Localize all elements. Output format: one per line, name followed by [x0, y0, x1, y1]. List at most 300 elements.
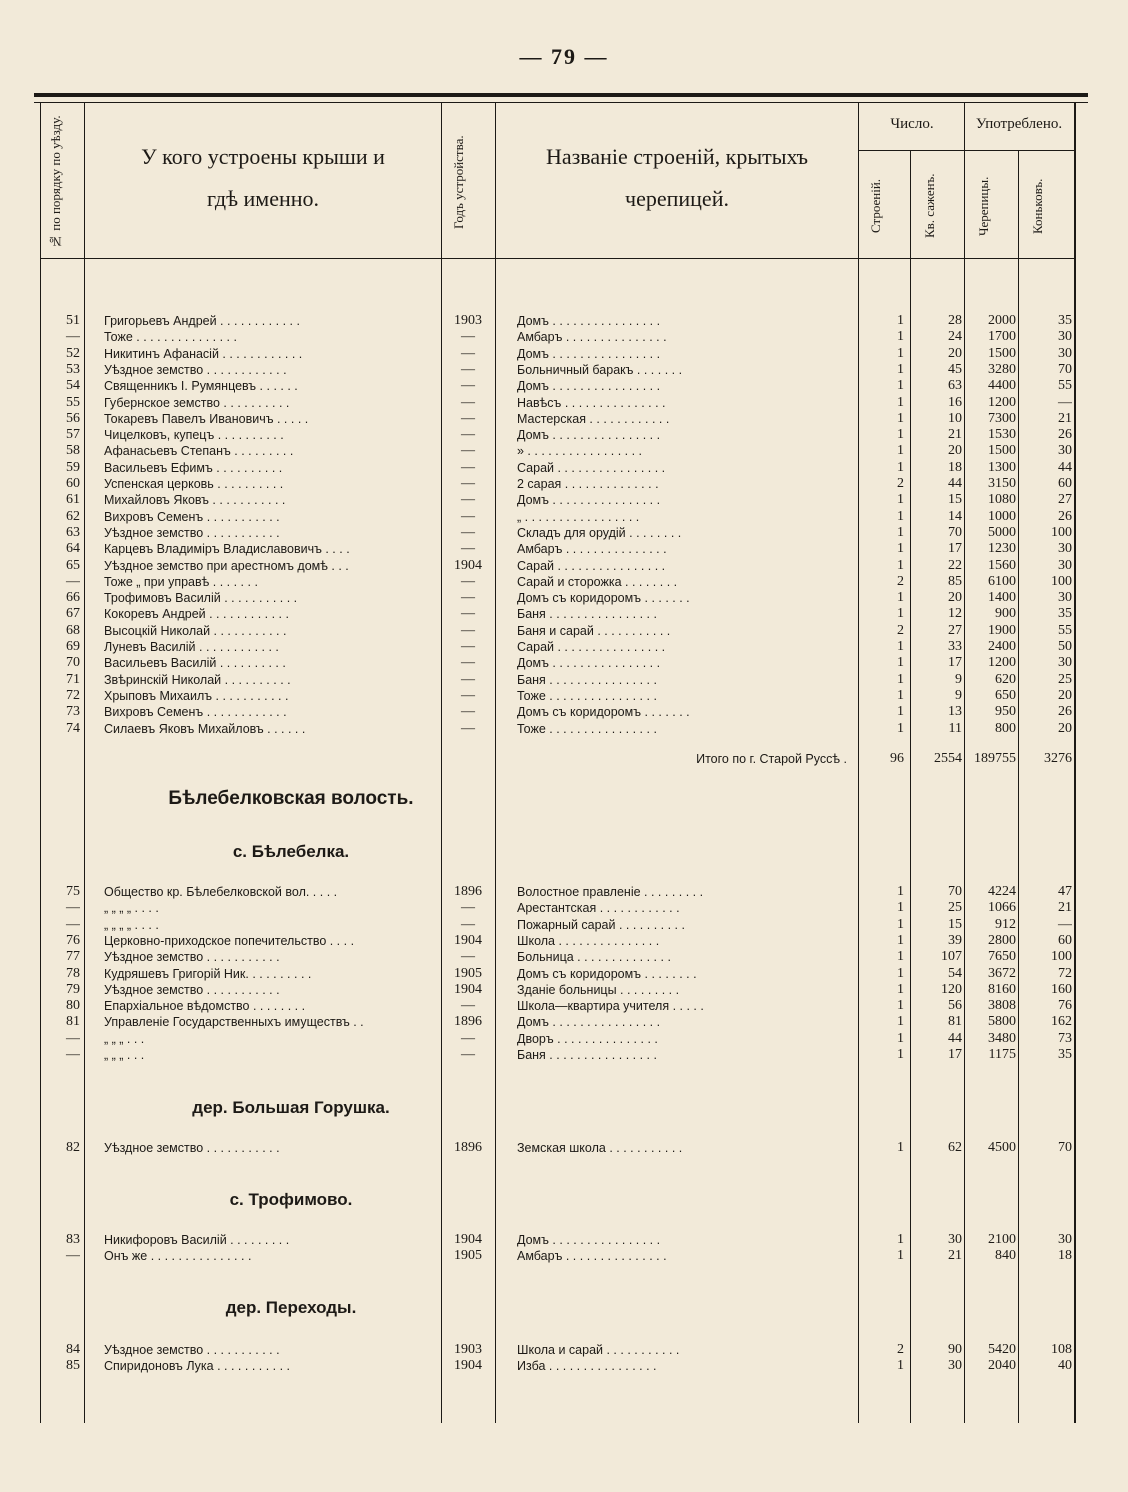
row-year: —: [461, 459, 475, 475]
row-building-name: Складъ для орудій . . . . . . . .: [517, 525, 682, 540]
table-row: [0, 1031, 1128, 1047]
table-row: [0, 362, 1128, 378]
row-ridges: 50: [1058, 639, 1072, 654]
row-tiles: 1560: [988, 557, 1016, 573]
row-tiles: 3808: [988, 998, 1016, 1014]
row-owner: Успенская церковь . . . . . . . . . .: [104, 477, 284, 491]
row-owner: Спиридоновъ Лука . . . . . . . . . . .: [104, 1359, 291, 1374]
header-name-line1: Названіе строеній, крытыхъ: [545, 144, 809, 169]
row-year: —: [461, 949, 475, 965]
row-number: 82: [66, 1140, 80, 1155]
row-number: 51: [66, 313, 80, 328]
row-year: 1896: [454, 884, 482, 899]
table-row: [0, 623, 1128, 639]
row-sq: 90: [948, 1342, 962, 1357]
row-owner: Общество кр. Бѣлебелковской вол. . . . .: [104, 885, 338, 899]
row-buildings: 1: [897, 916, 904, 932]
row-buildings: 1: [897, 427, 904, 443]
row-number: —: [66, 916, 80, 932]
header-ridges: Коньковъ.: [1030, 178, 1045, 234]
row-sq: 17: [948, 1047, 962, 1062]
row-sq: 15: [948, 916, 962, 932]
row-building-name: Баня . . . . . . . . . . . . . . . .: [517, 1048, 657, 1062]
row-sq: 11: [948, 720, 962, 736]
table-row: [0, 1248, 1128, 1264]
row-sq: 21: [948, 427, 962, 443]
row-buildings: 1: [897, 932, 904, 948]
row-owner: Вихровъ Семенъ . . . . . . . . . . .: [104, 509, 280, 524]
row-sq: 30: [948, 1358, 962, 1374]
row-tiles: 1500: [988, 345, 1016, 361]
row-year: —: [461, 622, 475, 638]
row-buildings: 2: [897, 573, 904, 589]
row-tiles: 5000: [988, 524, 1016, 540]
row-building-name: Домъ . . . . . . . . . . . . . . . .: [517, 314, 661, 328]
row-ridges: 70: [1058, 1140, 1072, 1155]
row-owner: Уѣздное земство при арестномъ домѣ . . .: [104, 558, 349, 573]
row-building-name: Домъ съ коридоромъ . . . . . . . .: [517, 966, 697, 981]
row-sq: 85: [948, 573, 962, 589]
row-buildings: 1: [897, 394, 904, 410]
row-buildings: 1: [897, 900, 904, 916]
table-row: [0, 509, 1128, 525]
table-row: [0, 1232, 1128, 1248]
row-year: 1904: [454, 557, 482, 573]
row-building-name: Домъ . . . . . . . . . . . . . . . .: [517, 656, 661, 671]
row-tiles: 950: [995, 704, 1016, 720]
row-buildings: 1: [897, 508, 904, 524]
row-year: —: [461, 361, 475, 377]
table-row: [0, 949, 1128, 965]
row-ridges: —: [1058, 916, 1072, 932]
table-row: [0, 966, 1128, 982]
row-ridges: 26: [1058, 704, 1072, 720]
row-owner: Григорьевъ Андрей . . . . . . . . . . . .: [104, 314, 300, 328]
row-ridges: 30: [1058, 345, 1072, 361]
row-buildings: 1: [897, 655, 904, 671]
row-owner: Кокоревъ Андрей . . . . . . . . . . . .: [104, 607, 289, 622]
row-year: —: [461, 378, 475, 394]
row-building-name: Школа—квартира учителя . . . . .: [517, 999, 704, 1014]
row-owner: Уѣздное земство . . . . . . . . . . .: [104, 982, 280, 997]
row-buildings: 1: [897, 541, 904, 557]
row-year: —: [461, 329, 475, 345]
row-year: —: [461, 345, 475, 361]
row-building-name: Домъ . . . . . . . . . . . . . . . .: [517, 428, 661, 443]
row-number: 63: [66, 524, 80, 540]
row-number: 73: [66, 704, 80, 720]
row-sq: 12: [948, 606, 962, 622]
row-buildings: 1: [897, 704, 904, 720]
row-owner: Уѣздное земство . . . . . . . . . . .: [104, 950, 280, 965]
row-number: 58: [66, 443, 80, 459]
row-building-name: Баня . . . . . . . . . . . . . . . .: [517, 672, 657, 687]
village-heading: дер. Переходы.: [225, 1298, 357, 1317]
total-label: Итого по г. Старой Руссѣ .: [696, 752, 847, 766]
table-row: [0, 900, 1128, 916]
row-tiles: 800: [995, 720, 1016, 736]
row-number: —: [66, 1248, 80, 1264]
row-number: 76: [66, 932, 80, 948]
row-ridges: 55: [1058, 378, 1072, 394]
row-owner: „ „ „ . . .: [104, 1031, 145, 1046]
row-building-name: Пожарный сарай . . . . . . . . . .: [517, 917, 685, 932]
top-rule: [34, 93, 1088, 97]
table-row: [0, 558, 1128, 574]
row-year: 1904: [454, 1358, 482, 1374]
page-number: — 79 —: [519, 44, 609, 69]
row-buildings: 1: [897, 639, 904, 654]
row-ridges: 30: [1058, 329, 1072, 345]
row-owner: Губернское земство . . . . . . . . . .: [104, 395, 290, 410]
row-number: 55: [66, 394, 80, 410]
table-row: [0, 1342, 1128, 1358]
row-ridges: 100: [1051, 949, 1072, 965]
row-year: —: [461, 476, 475, 491]
row-number: —: [66, 1030, 80, 1046]
row-sq: 30: [948, 1232, 962, 1247]
table-row: [0, 704, 1128, 720]
row-sq: 62: [948, 1140, 962, 1155]
row-number: 77: [66, 949, 80, 965]
row-ridges: 47: [1058, 884, 1072, 899]
row-tiles: 1530: [988, 427, 1016, 443]
row-sq: 54: [948, 965, 962, 981]
row-owner: Тоже . . . . . . . . . . . . . . .: [104, 330, 237, 345]
row-year: —: [461, 443, 475, 459]
row-sq: 18: [948, 459, 962, 475]
table-row: [0, 492, 1128, 508]
row-year: —: [461, 655, 475, 671]
row-year: —: [461, 900, 475, 916]
row-ridges: 73: [1058, 1030, 1072, 1046]
row-ridges: —: [1058, 394, 1072, 410]
row-building-name: 2 сарая . . . . . . . . . . . . . .: [517, 477, 659, 491]
row-building-name: Больница . . . . . . . . . . . . . .: [517, 950, 671, 965]
row-tiles: 5800: [988, 1014, 1016, 1030]
row-year: —: [461, 720, 475, 736]
row-tiles: 1066: [988, 900, 1016, 916]
row-number: 62: [66, 508, 80, 524]
row-ridges: 40: [1058, 1358, 1072, 1374]
row-ridges: 21: [1058, 900, 1072, 916]
row-tiles: 1000: [988, 508, 1016, 524]
table-row: [0, 443, 1128, 459]
row-year: 1904: [454, 1232, 482, 1247]
row-sq: 24: [948, 329, 962, 345]
row-number: 61: [66, 492, 80, 508]
row-ridges: 55: [1058, 622, 1072, 638]
row-year: —: [461, 704, 475, 720]
row-buildings: 1: [897, 1232, 904, 1247]
row-buildings: 1: [897, 981, 904, 997]
row-building-name: Домъ . . . . . . . . . . . . . . . .: [517, 346, 661, 361]
row-number: 56: [66, 410, 80, 426]
row-number: 75: [66, 884, 80, 899]
row-ridges: 35: [1058, 1047, 1072, 1062]
header-sq-sazhen: Кв. саженъ.: [922, 173, 937, 239]
row-tiles: 1700: [988, 329, 1016, 345]
row-year: —: [461, 427, 475, 443]
row-buildings: 1: [897, 443, 904, 459]
row-year: —: [461, 394, 475, 410]
row-year: —: [461, 1030, 475, 1046]
row-owner: Карцевъ Владиміръ Владиславовичъ . . . .: [104, 542, 350, 557]
header-owner-line2: гдѣ именно.: [206, 186, 320, 211]
row-number: 69: [66, 639, 80, 654]
table-row: [0, 1014, 1128, 1030]
row-building-name: Баня . . . . . . . . . . . . . . . .: [517, 607, 657, 622]
row-year: —: [461, 410, 475, 426]
row-tiles: 1175: [988, 1047, 1016, 1062]
row-building-name: Изба . . . . . . . . . . . . . . . .: [517, 1359, 657, 1374]
row-buildings: 1: [897, 459, 904, 475]
row-owner: Никитинъ Афанасій . . . . . . . . . . . .: [104, 346, 303, 361]
row-buildings: 1: [897, 949, 904, 965]
row-number: 78: [66, 965, 80, 981]
row-ridges: 30: [1058, 655, 1072, 671]
row-buildings: 1: [897, 1047, 904, 1062]
row-number: 65: [66, 557, 80, 573]
village-heading: с. Трофимово.: [229, 1190, 353, 1209]
row-sq: 15: [948, 492, 962, 508]
row-building-name: Домъ . . . . . . . . . . . . . . . .: [517, 1015, 661, 1030]
row-building-name: Больничный баракъ . . . . . . .: [517, 362, 683, 377]
row-number: 66: [66, 590, 80, 606]
table-row: [0, 460, 1128, 476]
table-row: [0, 346, 1128, 362]
row-owner: Силаевъ Яковъ Михайловъ . . . . . .: [104, 721, 306, 736]
row-tiles: 2040: [988, 1358, 1016, 1374]
row-tiles: 1200: [988, 655, 1016, 671]
table-row: [0, 1358, 1128, 1374]
row-tiles: 4500: [988, 1140, 1016, 1155]
row-building-name: „ . . . . . . . . . . . . . . . . .: [517, 509, 640, 524]
row-number: 54: [66, 378, 80, 394]
row-owner: Уѣздное земство . . . . . . . . . . .: [104, 1343, 280, 1357]
table-row: [0, 672, 1128, 688]
row-ridges: 60: [1058, 932, 1072, 948]
row-owner: Тоже „ при управѣ . . . . . . .: [104, 574, 258, 589]
row-sq: 9: [955, 687, 962, 703]
row-building-name: Домъ . . . . . . . . . . . . . . . .: [517, 379, 661, 394]
row-owner: Вихровъ Семенъ . . . . . . . . . . . .: [104, 705, 287, 720]
row-ridges: 162: [1051, 1014, 1072, 1030]
row-year: —: [461, 508, 475, 524]
row-buildings: 1: [897, 492, 904, 508]
row-number: 85: [66, 1358, 80, 1374]
row-tiles: 7650: [988, 949, 1016, 965]
top-rule-thin: [34, 102, 1088, 103]
row-buildings: 1: [897, 361, 904, 377]
row-buildings: 2: [897, 622, 904, 638]
row-owner: Епархіальное вѣдомство . . . . . . . .: [104, 999, 306, 1014]
row-sq: 17: [948, 541, 962, 557]
table-row: [0, 884, 1128, 900]
row-tiles: 840: [995, 1248, 1016, 1264]
row-owner: Трофимовъ Василій . . . . . . . . . . .: [104, 591, 298, 606]
row-sq: 17: [948, 655, 962, 671]
row-buildings: 2: [897, 476, 904, 491]
table-row: [0, 427, 1128, 443]
row-number: 59: [66, 459, 80, 475]
row-owner: Онъ же . . . . . . . . . . . . . . .: [104, 1249, 252, 1264]
row-owner: Чицелковъ, купецъ . . . . . . . . . .: [104, 428, 284, 443]
header-year: Годъ устройства.: [451, 135, 466, 229]
row-number: —: [66, 329, 80, 345]
row-number: 80: [66, 998, 80, 1014]
row-owner: Кудряшевъ Григорій Ник. . . . . . . . . .: [104, 966, 312, 981]
row-ridges: 18: [1058, 1248, 1072, 1264]
row-number: 67: [66, 606, 80, 622]
header-tiles: Черепицы.: [976, 176, 991, 236]
row-year: 1903: [454, 313, 482, 328]
row-sq: 16: [948, 394, 962, 410]
volost-title: Бѣлебелковская волость.: [168, 788, 414, 809]
table-row: [0, 688, 1128, 704]
row-tiles: 2000: [988, 313, 1016, 328]
row-ridges: 27: [1058, 492, 1072, 508]
row-ridges: 60: [1058, 476, 1072, 491]
row-building-name: Тоже . . . . . . . . . . . . . . . .: [517, 688, 657, 703]
row-buildings: 1: [897, 1030, 904, 1046]
row-building-name: Домъ . . . . . . . . . . . . . . . .: [517, 493, 661, 508]
row-owner: Священникъ І. Румянцевъ . . . . . .: [104, 379, 298, 394]
row-number: 60: [66, 476, 80, 491]
row-owner: Высоцкій Николай . . . . . . . . . . .: [104, 623, 287, 638]
row-sq: 14: [948, 508, 962, 524]
row-number: 64: [66, 541, 80, 557]
row-year: —: [461, 1047, 475, 1062]
table-row: [0, 721, 1128, 737]
row-owner: Уѣздное земство . . . . . . . . . . . .: [104, 362, 287, 377]
row-sq: 56: [948, 998, 962, 1014]
row-sq: 120: [941, 981, 962, 997]
row-building-name: Волостное правленіе . . . . . . . . .: [517, 885, 704, 899]
row-year: 1903: [454, 1342, 482, 1357]
row-ridges: 100: [1051, 524, 1072, 540]
row-tiles: 620: [995, 671, 1016, 687]
row-building-name: Амбаръ . . . . . . . . . . . . . . .: [517, 330, 667, 345]
row-ridges: 44: [1058, 459, 1072, 475]
row-building-name: Домъ съ коридоромъ . . . . . . .: [517, 591, 690, 606]
row-number: 84: [66, 1342, 80, 1357]
table-row: [0, 574, 1128, 590]
row-year: —: [461, 671, 475, 687]
row-ridges: 35: [1058, 313, 1072, 328]
total-tiles: 189755: [974, 751, 1016, 766]
row-tiles: 2800: [988, 932, 1016, 948]
table-row: [0, 329, 1128, 345]
row-buildings: 1: [897, 998, 904, 1014]
row-sq: 21: [948, 1248, 962, 1264]
row-buildings: 1: [897, 965, 904, 981]
row-tiles: 4400: [988, 378, 1016, 394]
header-name-line2: черепицей.: [625, 186, 729, 211]
row-tiles: 8160: [988, 981, 1016, 997]
row-tiles: 7300: [988, 410, 1016, 426]
row-sq: 20: [948, 590, 962, 606]
row-number: 71: [66, 671, 80, 687]
row-sq: 27: [948, 622, 962, 638]
row-tiles: 6100: [988, 573, 1016, 589]
row-sq: 13: [948, 704, 962, 720]
row-number: 74: [66, 720, 80, 736]
row-buildings: 1: [897, 590, 904, 606]
row-tiles: 2400: [988, 639, 1016, 654]
row-sq: 107: [941, 949, 962, 965]
row-building-name: Школа . . . . . . . . . . . . . . .: [517, 933, 660, 948]
row-ridges: 25: [1058, 671, 1072, 687]
row-building-name: Зданіе больницы . . . . . . . . .: [517, 982, 680, 997]
row-buildings: 1: [897, 557, 904, 573]
row-owner: Васильевъ Василій . . . . . . . . . .: [104, 656, 286, 671]
row-sq: 28: [948, 313, 962, 328]
row-buildings: 1: [897, 606, 904, 622]
header-buildings: Строеній.: [868, 178, 883, 234]
row-year: 1904: [454, 981, 482, 997]
row-building-name: » . . . . . . . . . . . . . . . . .: [517, 444, 643, 459]
row-sq: 44: [948, 1030, 962, 1046]
village-heading: дер. Большая Горушка.: [192, 1098, 390, 1117]
row-buildings: 1: [897, 313, 904, 328]
row-buildings: 1: [897, 1248, 904, 1264]
total-buildings: 96: [890, 751, 904, 766]
row-owner: Хрыповъ Михаилъ . . . . . . . . . . .: [104, 688, 289, 703]
table-row: [0, 639, 1128, 655]
row-ridges: 30: [1058, 541, 1072, 557]
row-sq: 20: [948, 443, 962, 459]
row-sq: 9: [955, 671, 962, 687]
row-tiles: 1080: [988, 492, 1016, 508]
table-row: [0, 655, 1128, 671]
row-sq: 81: [948, 1014, 962, 1030]
row-buildings: 1: [897, 687, 904, 703]
total-row: [0, 751, 1128, 767]
table-row: [0, 917, 1128, 933]
row-year: —: [461, 639, 475, 654]
row-ridges: 72: [1058, 965, 1072, 981]
table-row: [0, 395, 1128, 411]
table-row: [0, 476, 1128, 492]
row-owner: Васильевъ Ефимъ . . . . . . . . . .: [104, 460, 283, 475]
row-year: —: [461, 998, 475, 1014]
row-owner: Луневъ Василій . . . . . . . . . . . .: [104, 640, 279, 654]
row-year: 1904: [454, 932, 482, 948]
row-building-name: Навѣсъ . . . . . . . . . . . . . . .: [517, 395, 666, 410]
row-number: 83: [66, 1232, 80, 1247]
row-year: 1896: [454, 1014, 482, 1030]
row-ridges: 160: [1051, 981, 1072, 997]
row-sq: 20: [948, 345, 962, 361]
total-sq: 2554: [934, 751, 962, 766]
row-tiles: 912: [995, 916, 1016, 932]
row-ridges: 26: [1058, 508, 1072, 524]
table-row: [0, 411, 1128, 427]
table-row: [0, 982, 1128, 998]
row-building-name: Сарай . . . . . . . . . . . . . . . .: [517, 640, 666, 654]
row-number: 81: [66, 1014, 80, 1030]
row-ridges: 21: [1058, 410, 1072, 426]
row-number: 53: [66, 361, 80, 377]
row-building-name: Баня и сарай . . . . . . . . . . .: [517, 623, 671, 638]
row-number: 72: [66, 687, 80, 703]
row-ridges: 70: [1058, 361, 1072, 377]
row-sq: 33: [948, 639, 962, 654]
row-owner: Токаревъ Павелъ Ивановичъ . . . . .: [104, 411, 309, 426]
row-tiles: 3480: [988, 1030, 1016, 1046]
row-year: —: [461, 524, 475, 540]
